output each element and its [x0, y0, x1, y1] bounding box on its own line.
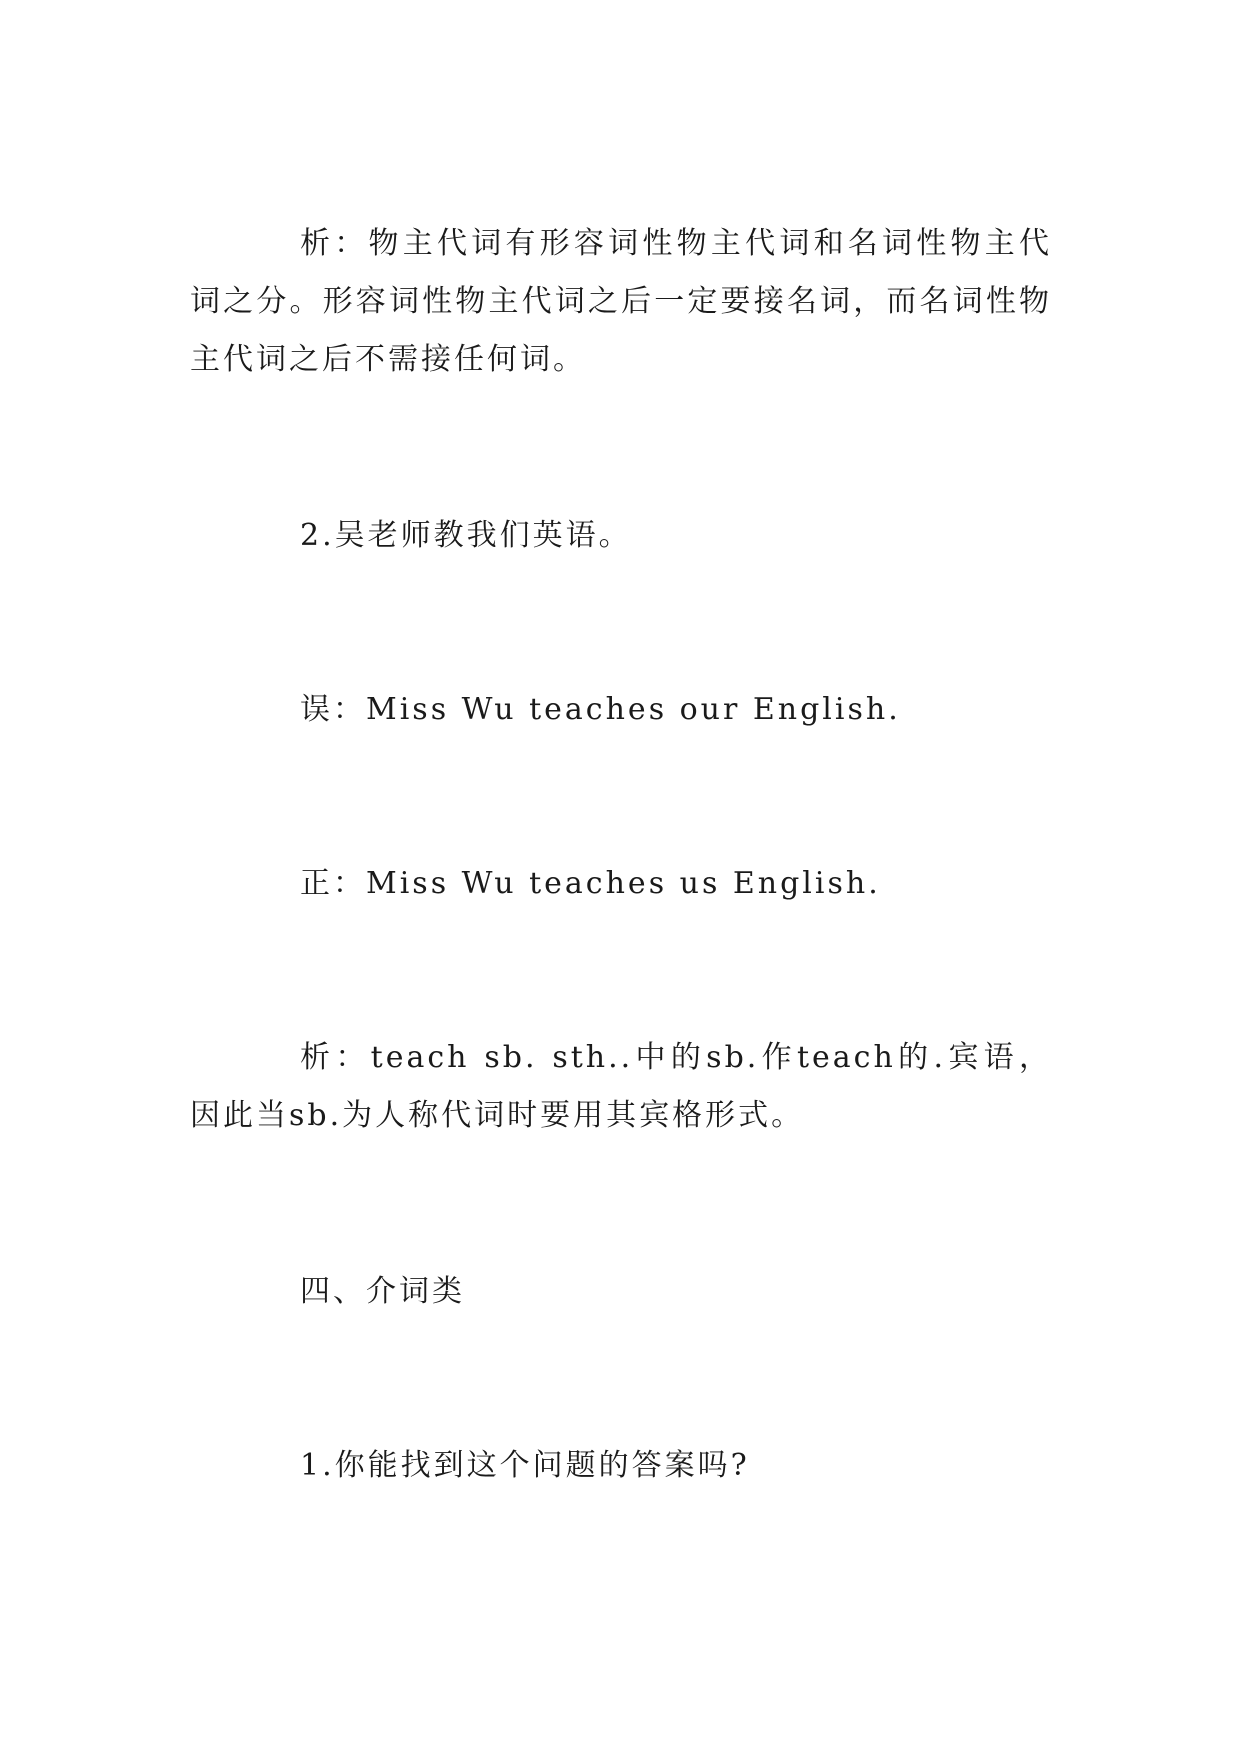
example-2-correct: 正：Miss Wu teaches us English. — [300, 866, 881, 901]
example-2-wrong: 误：Miss Wu teaches our English. — [300, 692, 901, 727]
example-1-chinese: 1.你能找到这个问题的答案吗? — [300, 1448, 750, 1483]
analysis-possessive-pronouns: 析：物主代词有形容词性物主代词和名词性物主代词之分。形容词性物主代词之后一定要接名词，而名词性物主代词之后不需接任何词。 — [190, 226, 1052, 377]
section-heading-prepositions: 四、介词类 — [300, 1274, 465, 1309]
analysis-object-pronoun: 析：teach sb. sth..中的sb.作teach的.宾语，因此当sb.为人称代词时要用其宾格形式。 — [190, 1040, 1052, 1133]
example-2-chinese: 2.吴老师教我们英语。 — [300, 518, 632, 553]
